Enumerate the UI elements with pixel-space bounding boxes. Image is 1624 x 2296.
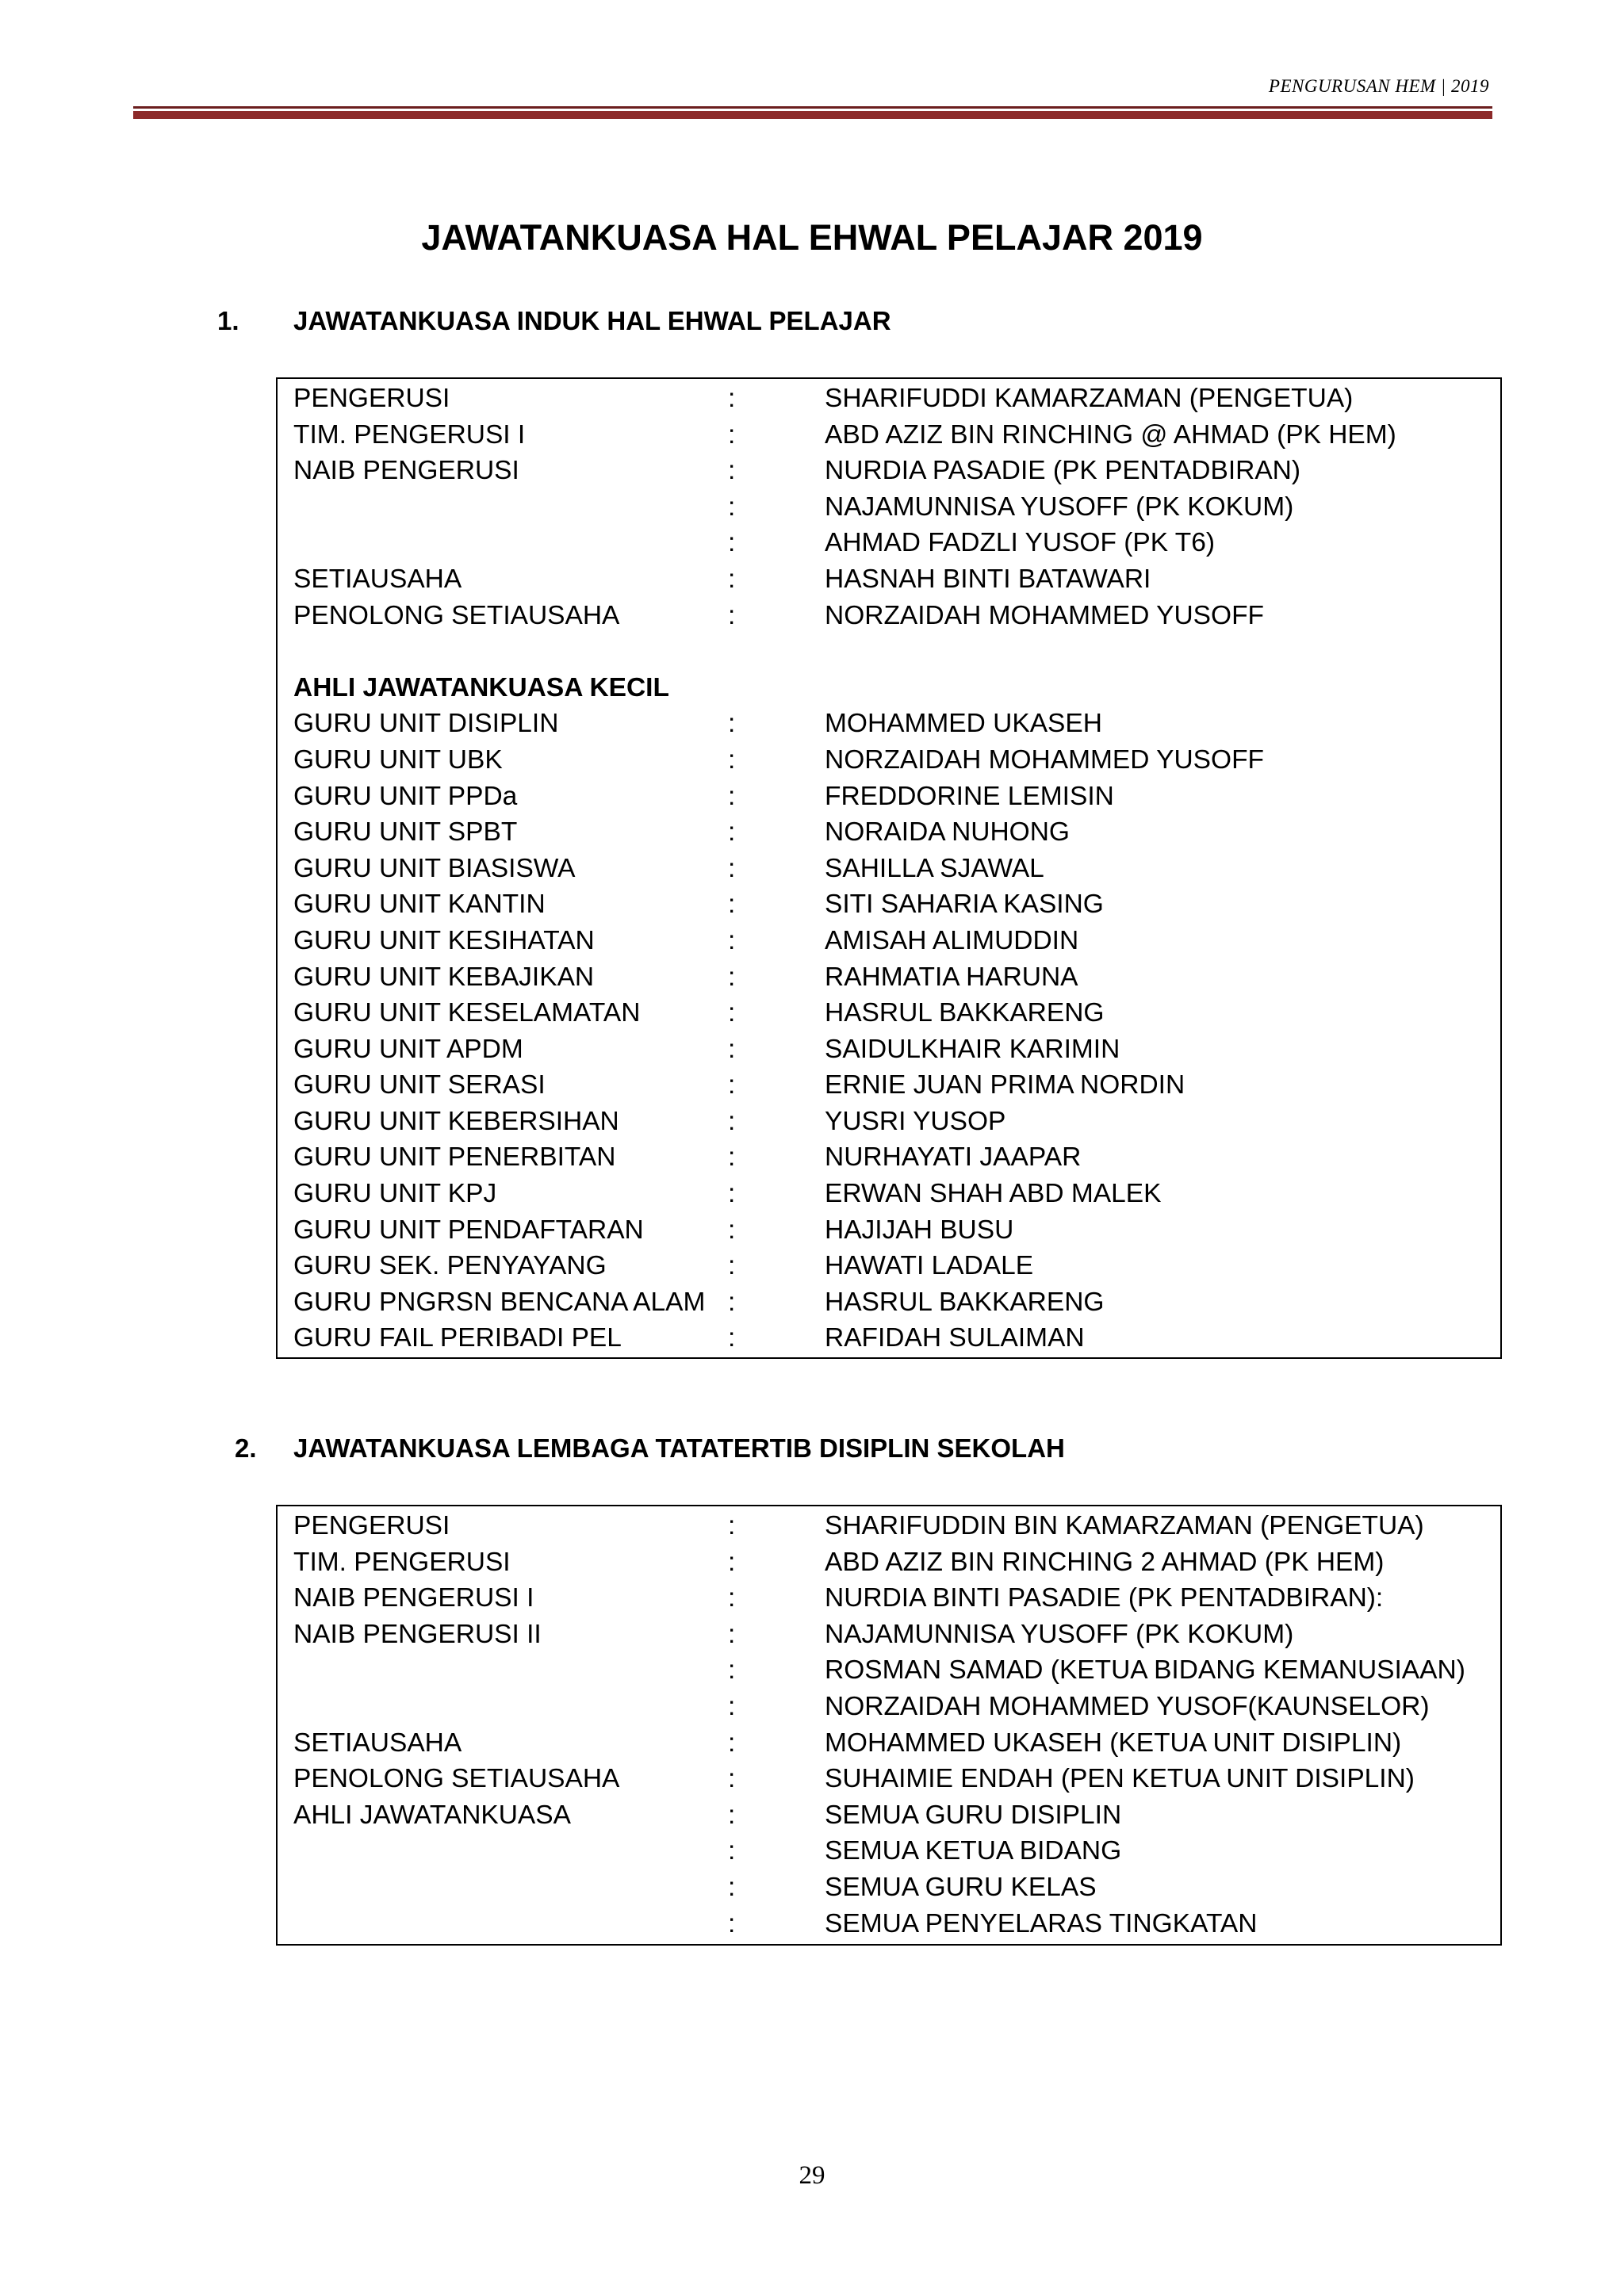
page-title: JAWATANKUASA HAL EHWAL PELAJAR 2019 xyxy=(421,217,1203,258)
member-name: AMISAH ALIMUDDIN xyxy=(825,925,1079,955)
member-name: NURHAYATI JAAPAR xyxy=(825,1142,1082,1173)
role-label: GURU UNIT KANTIN xyxy=(293,890,546,920)
colon-separator: : xyxy=(728,925,736,955)
role-label: GURU UNIT KEBAJIKAN xyxy=(293,962,595,992)
colon-separator: : xyxy=(728,1323,736,1353)
committee-row xyxy=(278,489,1500,526)
colon-separator: : xyxy=(728,456,736,486)
member-name: SITI SAHARIA KASING xyxy=(825,890,1104,920)
colon-separator: : xyxy=(728,528,736,558)
committee-row xyxy=(278,1104,1500,1140)
colon-separator: : xyxy=(728,781,736,811)
member-name: RAFIDAH SULAIMAN xyxy=(825,1323,1085,1353)
role-label: GURU FAIL PERIBADI PEL xyxy=(293,1323,622,1353)
colon-separator: : xyxy=(728,1179,736,1209)
colon-separator: : xyxy=(728,1106,736,1136)
section-2-title: JAWATANKUASA LEMBAGA TATATERTIB DISIPLIN SEKOLAH xyxy=(293,1433,1065,1463)
member-name: ABD AZIZ BIN RINCHING 2 AHMAD (PK HEM) xyxy=(825,1547,1385,1577)
member-name: HAJIJAH BUSU xyxy=(825,1215,1014,1245)
role-label: PENGERUSI xyxy=(293,1511,450,1540)
section-2-number: 2. xyxy=(235,1433,257,1463)
committee-row xyxy=(278,1652,1500,1689)
colon-separator: : xyxy=(728,384,736,413)
member-name: SAIDULKHAIR KARIMIN xyxy=(825,1034,1120,1064)
member-name: MOHAMMED UKASEH (KETUA UNIT DISIPLIN) xyxy=(825,1728,1402,1758)
colon-separator: : xyxy=(728,1215,736,1245)
member-name: SAHILLA SJAWAL xyxy=(825,853,1044,883)
colon-separator: : xyxy=(728,1908,736,1938)
member-name: RAHMATIA HARUNA xyxy=(825,962,1078,992)
member-name: HASNAH BINTI BATAWARI xyxy=(825,564,1151,594)
committee-row xyxy=(278,525,1500,561)
committee-row xyxy=(278,633,1500,670)
page-number: 29 xyxy=(799,2161,825,2190)
committee-row xyxy=(278,1689,1500,1725)
member-name: SHARIFUDDI KAMARZAMAN (PENGETUA) xyxy=(825,384,1354,413)
role-label: TIM. PENGERUSI xyxy=(293,1547,511,1577)
member-name: NORZAIDAH MOHAMMED YUSOFF xyxy=(825,600,1265,630)
colon-separator: : xyxy=(728,600,736,630)
section-1-number: 1. xyxy=(217,306,239,335)
role-label: GURU UNIT PENDAFTARAN xyxy=(293,1215,644,1245)
colon-separator: : xyxy=(728,1547,736,1577)
member-name: YUSRI YUSOP xyxy=(825,1106,1006,1136)
role-label: GURU UNIT SPBT xyxy=(293,817,518,848)
colon-separator: : xyxy=(728,1655,736,1686)
member-name: NAJAMUNNISA YUSOFF (PK KOKUM) xyxy=(825,492,1294,522)
member-name: SUHAIMIE ENDAH (PEN KETUA UNIT DISIPLIN) xyxy=(825,1764,1415,1794)
member-name: NORZAIDAH MOHAMMED YUSOF(KAUNSELOR) xyxy=(825,1691,1430,1721)
member-name: AHMAD FADZLI YUSOF (PK T6) xyxy=(825,528,1216,558)
member-name: ROSMAN SAMAD (KETUA BIDANG KEMANUSIAAN) xyxy=(825,1655,1465,1686)
colon-separator: : xyxy=(728,998,736,1028)
committee-row xyxy=(278,598,1500,634)
committee-row xyxy=(278,561,1500,598)
role-label: PENOLONG SETIAUSAHA xyxy=(293,600,620,630)
role-label: GURU UNIT KEBERSIHAN xyxy=(293,1106,619,1136)
member-name: HAWATI LADALE xyxy=(825,1251,1034,1281)
colon-separator: : xyxy=(728,1836,736,1866)
colon-separator: : xyxy=(728,1511,736,1540)
member-name: NAJAMUNNISA YUSOFF (PK KOKUM) xyxy=(825,1619,1294,1649)
role-label: AHLI JAWATANKUASA xyxy=(293,1800,571,1830)
colon-separator: : xyxy=(728,1764,736,1794)
role-label: PENGERUSI xyxy=(293,384,450,413)
colon-separator: : xyxy=(728,419,736,450)
member-name: ERNIE JUAN PRIMA NORDIN xyxy=(825,1070,1185,1100)
role-label: GURU UNIT KESIHATAN xyxy=(293,925,595,955)
header-rule-thin xyxy=(133,106,1492,109)
committee-row xyxy=(278,1869,1500,1906)
member-name: SHARIFUDDIN BIN KAMARZAMAN (PENGETUA) xyxy=(825,1511,1424,1540)
colon-separator: : xyxy=(728,1872,736,1902)
role-label: GURU UNIT KPJ xyxy=(293,1179,497,1209)
colon-separator: : xyxy=(728,1287,736,1317)
member-name: ERWAN SHAH ABD MALEK xyxy=(825,1179,1162,1209)
member-name: SEMUA GURU DISIPLIN xyxy=(825,1800,1122,1830)
role-label: GURU UNIT UBK xyxy=(293,744,503,775)
committee-row xyxy=(278,1248,1500,1284)
colon-separator: : xyxy=(728,709,736,739)
role-label: GURU UNIT BIASISWA xyxy=(293,853,576,883)
colon-separator: : xyxy=(728,744,736,775)
committee-row xyxy=(278,1544,1500,1581)
role-label: GURU UNIT APDM xyxy=(293,1034,523,1064)
committee-row xyxy=(278,453,1500,489)
committee-row xyxy=(278,1139,1500,1176)
member-name: ABD AZIZ BIN RINCHING @ AHMAD (PK HEM) xyxy=(825,419,1396,450)
member-name: SEMUA PENYELARAS TINGKATAN xyxy=(825,1908,1258,1938)
section-2-committee-table xyxy=(276,1505,1502,1946)
colon-separator: : xyxy=(728,492,736,522)
member-name: NORZAIDAH MOHAMMED YUSOFF xyxy=(825,744,1265,775)
section-1-committee-table xyxy=(276,377,1502,1359)
member-name: MOHAMMED UKASEH xyxy=(825,709,1102,739)
role-label: GURU UNIT SERASI xyxy=(293,1070,546,1100)
member-name: SEMUA KETUA BIDANG xyxy=(825,1836,1122,1866)
committee-row xyxy=(278,1284,1500,1321)
committee-row xyxy=(278,1580,1500,1617)
colon-separator: : xyxy=(728,1728,736,1758)
committee-row xyxy=(278,995,1500,1031)
committee-row xyxy=(278,1031,1500,1068)
role-label: AHLI JAWATANKUASA KECIL xyxy=(293,672,669,702)
colon-separator: : xyxy=(728,1251,736,1281)
colon-separator: : xyxy=(728,1691,736,1721)
member-name: NURDIA PASADIE (PK PENTADBIRAN) xyxy=(825,456,1301,486)
committee-row xyxy=(278,1067,1500,1104)
role-label: GURU UNIT KESELAMATAN xyxy=(293,998,641,1028)
role-label: GURU UNIT DISIPLIN xyxy=(293,709,559,739)
committee-row xyxy=(278,1617,1500,1653)
committee-row xyxy=(278,1320,1500,1357)
member-name: SEMUA GURU KELAS xyxy=(825,1872,1097,1902)
committee-row xyxy=(278,1906,1500,1942)
header-rule-thick xyxy=(133,111,1492,119)
colon-separator: : xyxy=(728,1583,736,1613)
colon-separator: : xyxy=(728,564,736,594)
member-name: NURDIA BINTI PASADIE (PK PENTADBIRAN): xyxy=(825,1583,1384,1613)
colon-separator: : xyxy=(728,1800,736,1830)
member-name: HASRUL BAKKARENG xyxy=(825,1287,1105,1317)
colon-separator: : xyxy=(728,853,736,883)
committee-row xyxy=(278,923,1500,959)
colon-separator: : xyxy=(728,1619,736,1649)
colon-separator: : xyxy=(728,1142,736,1173)
committee-row xyxy=(278,742,1500,779)
member-name: HASRUL BAKKARENG xyxy=(825,998,1105,1028)
committee-row xyxy=(278,1508,1500,1544)
committee-row xyxy=(278,417,1500,453)
committee-row xyxy=(278,381,1500,417)
section-1-title: JAWATANKUASA INDUK HAL EHWAL PELAJAR xyxy=(293,306,891,335)
committee-row xyxy=(278,1725,1500,1762)
role-label: SETIAUSAHA xyxy=(293,564,462,594)
colon-separator: : xyxy=(728,817,736,848)
role-label: SETIAUSAHA xyxy=(293,1728,462,1758)
colon-separator: : xyxy=(728,890,736,920)
subcommittee-heading xyxy=(278,670,1500,706)
role-label: GURU SEK. PENYAYANG xyxy=(293,1251,607,1281)
member-name: FREDDORINE LEMISIN xyxy=(825,781,1114,811)
role-label: NAIB PENGERUSI II xyxy=(293,1619,542,1649)
committee-row xyxy=(278,851,1500,887)
role-label: GURU UNIT PPDa xyxy=(293,781,518,811)
role-label: PENOLONG SETIAUSAHA xyxy=(293,1764,620,1794)
committee-row xyxy=(278,706,1500,742)
role-label: TIM. PENGERUSI I xyxy=(293,419,526,450)
committee-row xyxy=(278,1761,1500,1797)
colon-separator: : xyxy=(728,962,736,992)
committee-row xyxy=(278,1212,1500,1249)
committee-row xyxy=(278,1176,1500,1212)
committee-row xyxy=(278,779,1500,815)
committee-row xyxy=(278,814,1500,851)
committee-row xyxy=(278,959,1500,996)
role-label: GURU UNIT PENERBITAN xyxy=(293,1142,616,1173)
committee-row xyxy=(278,886,1500,923)
member-name: NORAIDA NUHONG xyxy=(825,817,1070,848)
role-label: NAIB PENGERUSI I xyxy=(293,1583,534,1613)
colon-separator: : xyxy=(728,1070,736,1100)
colon-separator: : xyxy=(728,1034,736,1064)
role-label: NAIB PENGERUSI xyxy=(293,456,519,486)
running-header: PENGURUSAN HEM | 2019 xyxy=(1268,76,1489,96)
committee-row xyxy=(278,1833,1500,1869)
committee-row xyxy=(278,1797,1500,1834)
role-label: GURU PNGRSN BENCANA ALAM xyxy=(293,1287,706,1317)
